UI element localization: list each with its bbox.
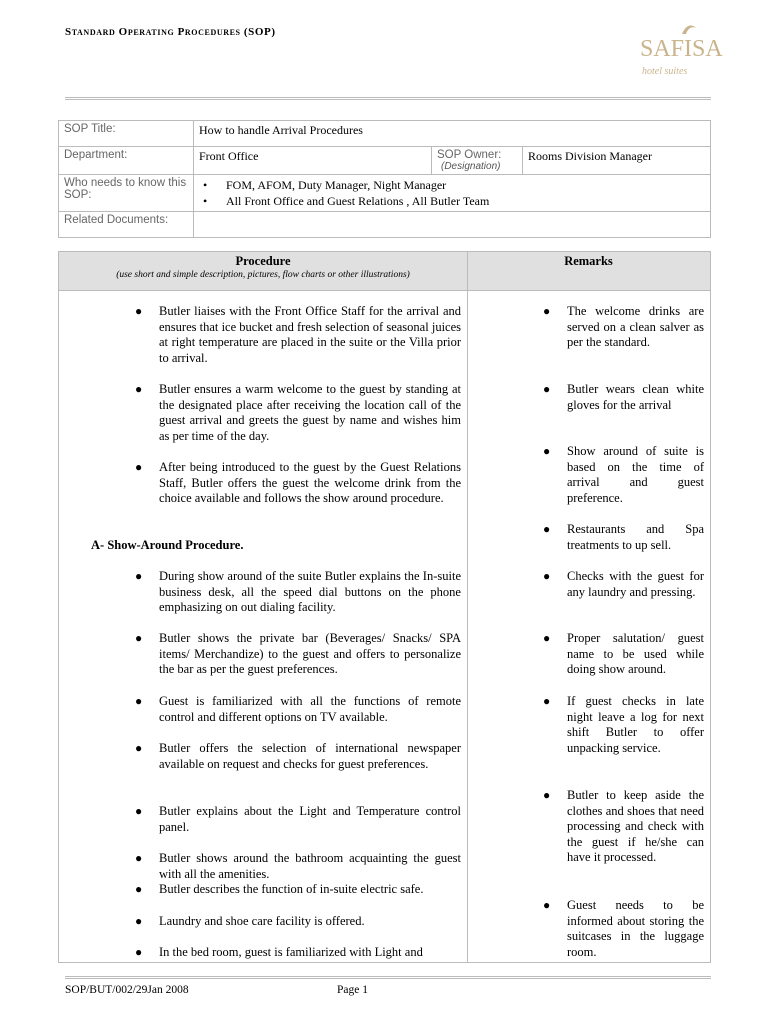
bullet-icon: ●	[135, 382, 143, 396]
show-around-item: Butler shows around the bathroom acquainting the guest with all the amenities.	[159, 851, 461, 881]
owner-designation-note: (Designation)	[441, 161, 501, 172]
footer-page-number: Page 1	[337, 984, 368, 996]
department-value: Front Office	[194, 147, 432, 175]
header-rule	[65, 97, 711, 100]
bullet-icon: ●	[135, 914, 143, 928]
bullet-icon: ●	[543, 382, 551, 396]
who-needs-label: Who needs to know this SOP:	[59, 175, 194, 212]
remark-item: Restaurants and Spa treatments to up sell.	[567, 522, 704, 552]
show-around-item: Guest is familiarized with all the functions of remote control and different options on TV available.	[159, 694, 461, 724]
remark-item: Checks with the guest for any laundry and pressing.	[567, 569, 704, 599]
bullet-icon: ●	[543, 569, 551, 583]
bullet-icon: ●	[135, 882, 143, 896]
show-around-item: During show around of the suite Butler explains the In-suite business desk, all the speed dial buttons on the phone emphasizing on out dialing facility.	[159, 569, 461, 615]
who-item: • All Front Office and Guest Relations , All Butler Team	[199, 193, 705, 209]
show-around-item: In the bed room, guest is familiarized with Light and	[159, 945, 423, 959]
column-divider	[467, 252, 468, 962]
logo-ornament-icon	[680, 22, 700, 36]
sop-info-table	[58, 120, 711, 238]
show-around-item: Butler offers the selection of international newspaper available on request and checks for guest preferences.	[159, 741, 461, 771]
remark-item: Guest needs to be informed about storing the suitcases in the luggage room.	[567, 898, 704, 959]
procedure-item: Butler ensures a warm welcome to the guest by standing at the designated place after receiving the location call of the guest arrival and greets the guest by name and wishes him as per time of the day.	[159, 382, 461, 443]
logo-brand: SAFISA	[640, 36, 723, 62]
bullet-icon: ●	[543, 304, 551, 318]
logo-subtitle: hotel suites	[642, 66, 688, 77]
bullet-icon: ●	[135, 631, 143, 645]
bullet-icon: ●	[543, 694, 551, 708]
sop-title-value: How to handle Arrival Procedures	[194, 121, 711, 147]
related-documents-value	[194, 212, 711, 238]
bullet-icon: ●	[135, 694, 143, 708]
related-documents-label: Related Documents:	[59, 212, 194, 238]
procedure-item: Butler liaises with the Front Office Staff for the arrival and ensures that ice bucket and fresh selection of seasonal juices at right temperature are placed in the suite or the Villa prior to arrival.	[159, 304, 461, 365]
bullet-icon: ●	[135, 304, 143, 318]
sop-title-label: SOP Title:	[59, 121, 194, 147]
bullet-icon: ●	[135, 804, 143, 818]
document-header-title: Standard Operating Procedures (SOP)	[65, 26, 276, 38]
bullet-icon: ●	[135, 741, 143, 755]
remark-item: If guest checks in late night leave a log for next shift Butler to offer unpacking service.	[567, 694, 704, 755]
remark-item: Butler to keep aside the clothes and shoes that need processing and check with the guest if he/she can have it processed.	[567, 788, 704, 865]
procedure-item: After being introduced to the guest by the Guest Relations Staff, Butler offers the guest the welcome drink from the choice available and follows the show around procedure.	[159, 460, 461, 506]
bullet-icon: ●	[543, 898, 551, 912]
remark-item: Proper salutation/ guest name to be used while doing show around.	[567, 631, 704, 677]
remark-item: The welcome drinks are served on a clean salver as per the standard.	[567, 304, 704, 350]
bullet-icon: ●	[543, 788, 551, 802]
sop-owner-value: Rooms Division Manager	[523, 147, 711, 175]
footer-document-code: SOP/BUT/002/29Jan 2008	[65, 984, 189, 996]
remarks-header: Remarks	[564, 254, 613, 268]
who-needs-value	[194, 175, 711, 212]
section-a-heading: A- Show-Around Procedure.	[91, 538, 244, 552]
footer-rule	[65, 976, 711, 979]
show-around-item: Butler shows the private bar (Beverages/ Snacks/ SPA items/ Merchandize) to the guest and offers to personalize the bar as per the guest preferences.	[159, 631, 461, 677]
procedure-header: Procedure	[235, 254, 291, 268]
bullet-icon: ●	[543, 522, 551, 536]
bullet-icon: ●	[543, 631, 551, 645]
procedure-subheader: (use short and simple description, pictures, flow charts or other illustrations)	[116, 270, 410, 280]
bullet-icon: ●	[135, 569, 143, 583]
remark-item: Show around of suite is based on the time of arrival and guest preference.	[567, 444, 704, 505]
sop-owner-cell	[432, 147, 523, 175]
show-around-item: Laundry and shoe care facility is offered.	[159, 914, 365, 928]
department-label: Department:	[59, 147, 194, 175]
bullet-icon: ●	[135, 851, 143, 865]
sop-owner-label: SOP Owner:	[437, 149, 502, 161]
remark-item: Butler wears clean white gloves for the arrival	[567, 382, 704, 412]
bullet-icon: ●	[135, 460, 143, 474]
procedure-table	[58, 251, 711, 963]
show-around-item: Butler explains about the Light and Temperature control panel.	[159, 804, 461, 834]
bullet-icon: ●	[135, 945, 143, 959]
who-item: • FOM, AFOM, Duty Manager, Night Manager	[199, 177, 705, 193]
show-around-item: Butler describes the function of in-suite electric safe.	[159, 882, 424, 896]
bullet-icon: ●	[543, 444, 551, 458]
safisa-logo	[640, 22, 723, 78]
